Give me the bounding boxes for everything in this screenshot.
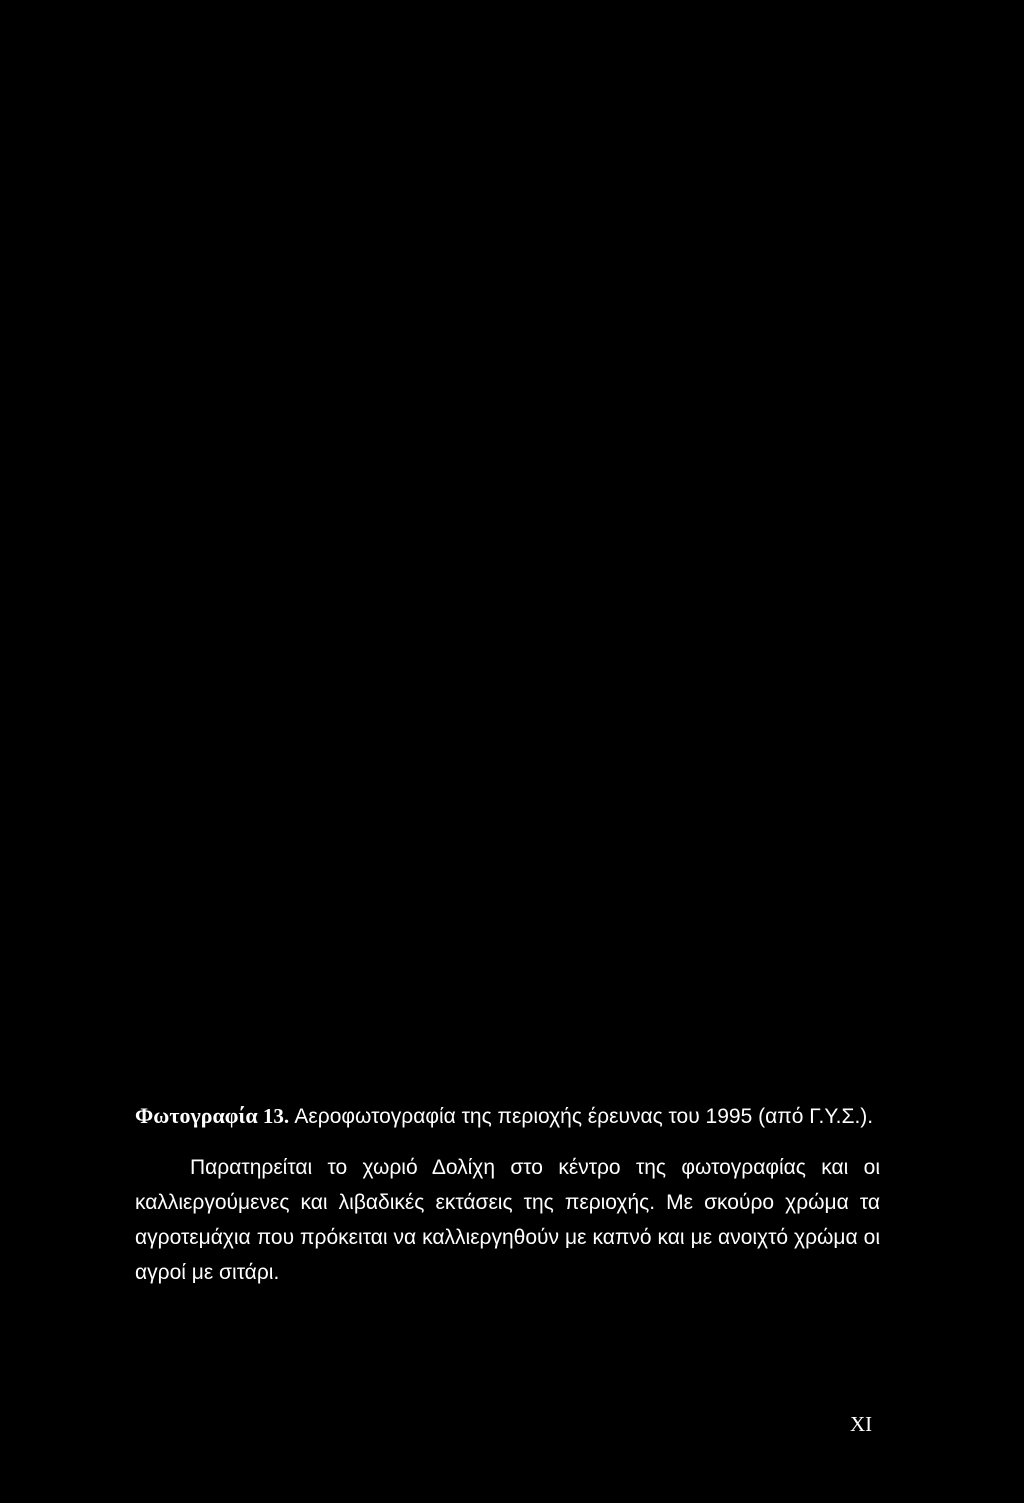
photo-caption [135, 1101, 880, 1132]
page-number: XI [850, 1412, 873, 1436]
photo-description: Παρατηρείται το χωριό Δολίχη στο κέντρο της φωτογραφίας και οι καλλιεργούμενες και λιβαδικές εκτάσεις της περιοχής. Με σκούρο χρώμα τα αγροτεμάχια που πρόκειται να καλλιεργηθούν με καπνό και με ανοιχτό χρώμα οι αγροί με σιτάρι. [135, 1156, 880, 1284]
photo-label: Φωτογραφία [135, 1103, 258, 1128]
photo-number: 13. [262, 1104, 290, 1128]
photo-title: Αεροφωτογραφία της περιοχής έρευνας του 1995 (από Γ.Υ.Σ.). [294, 1105, 874, 1128]
caption-line [135, 1101, 880, 1132]
